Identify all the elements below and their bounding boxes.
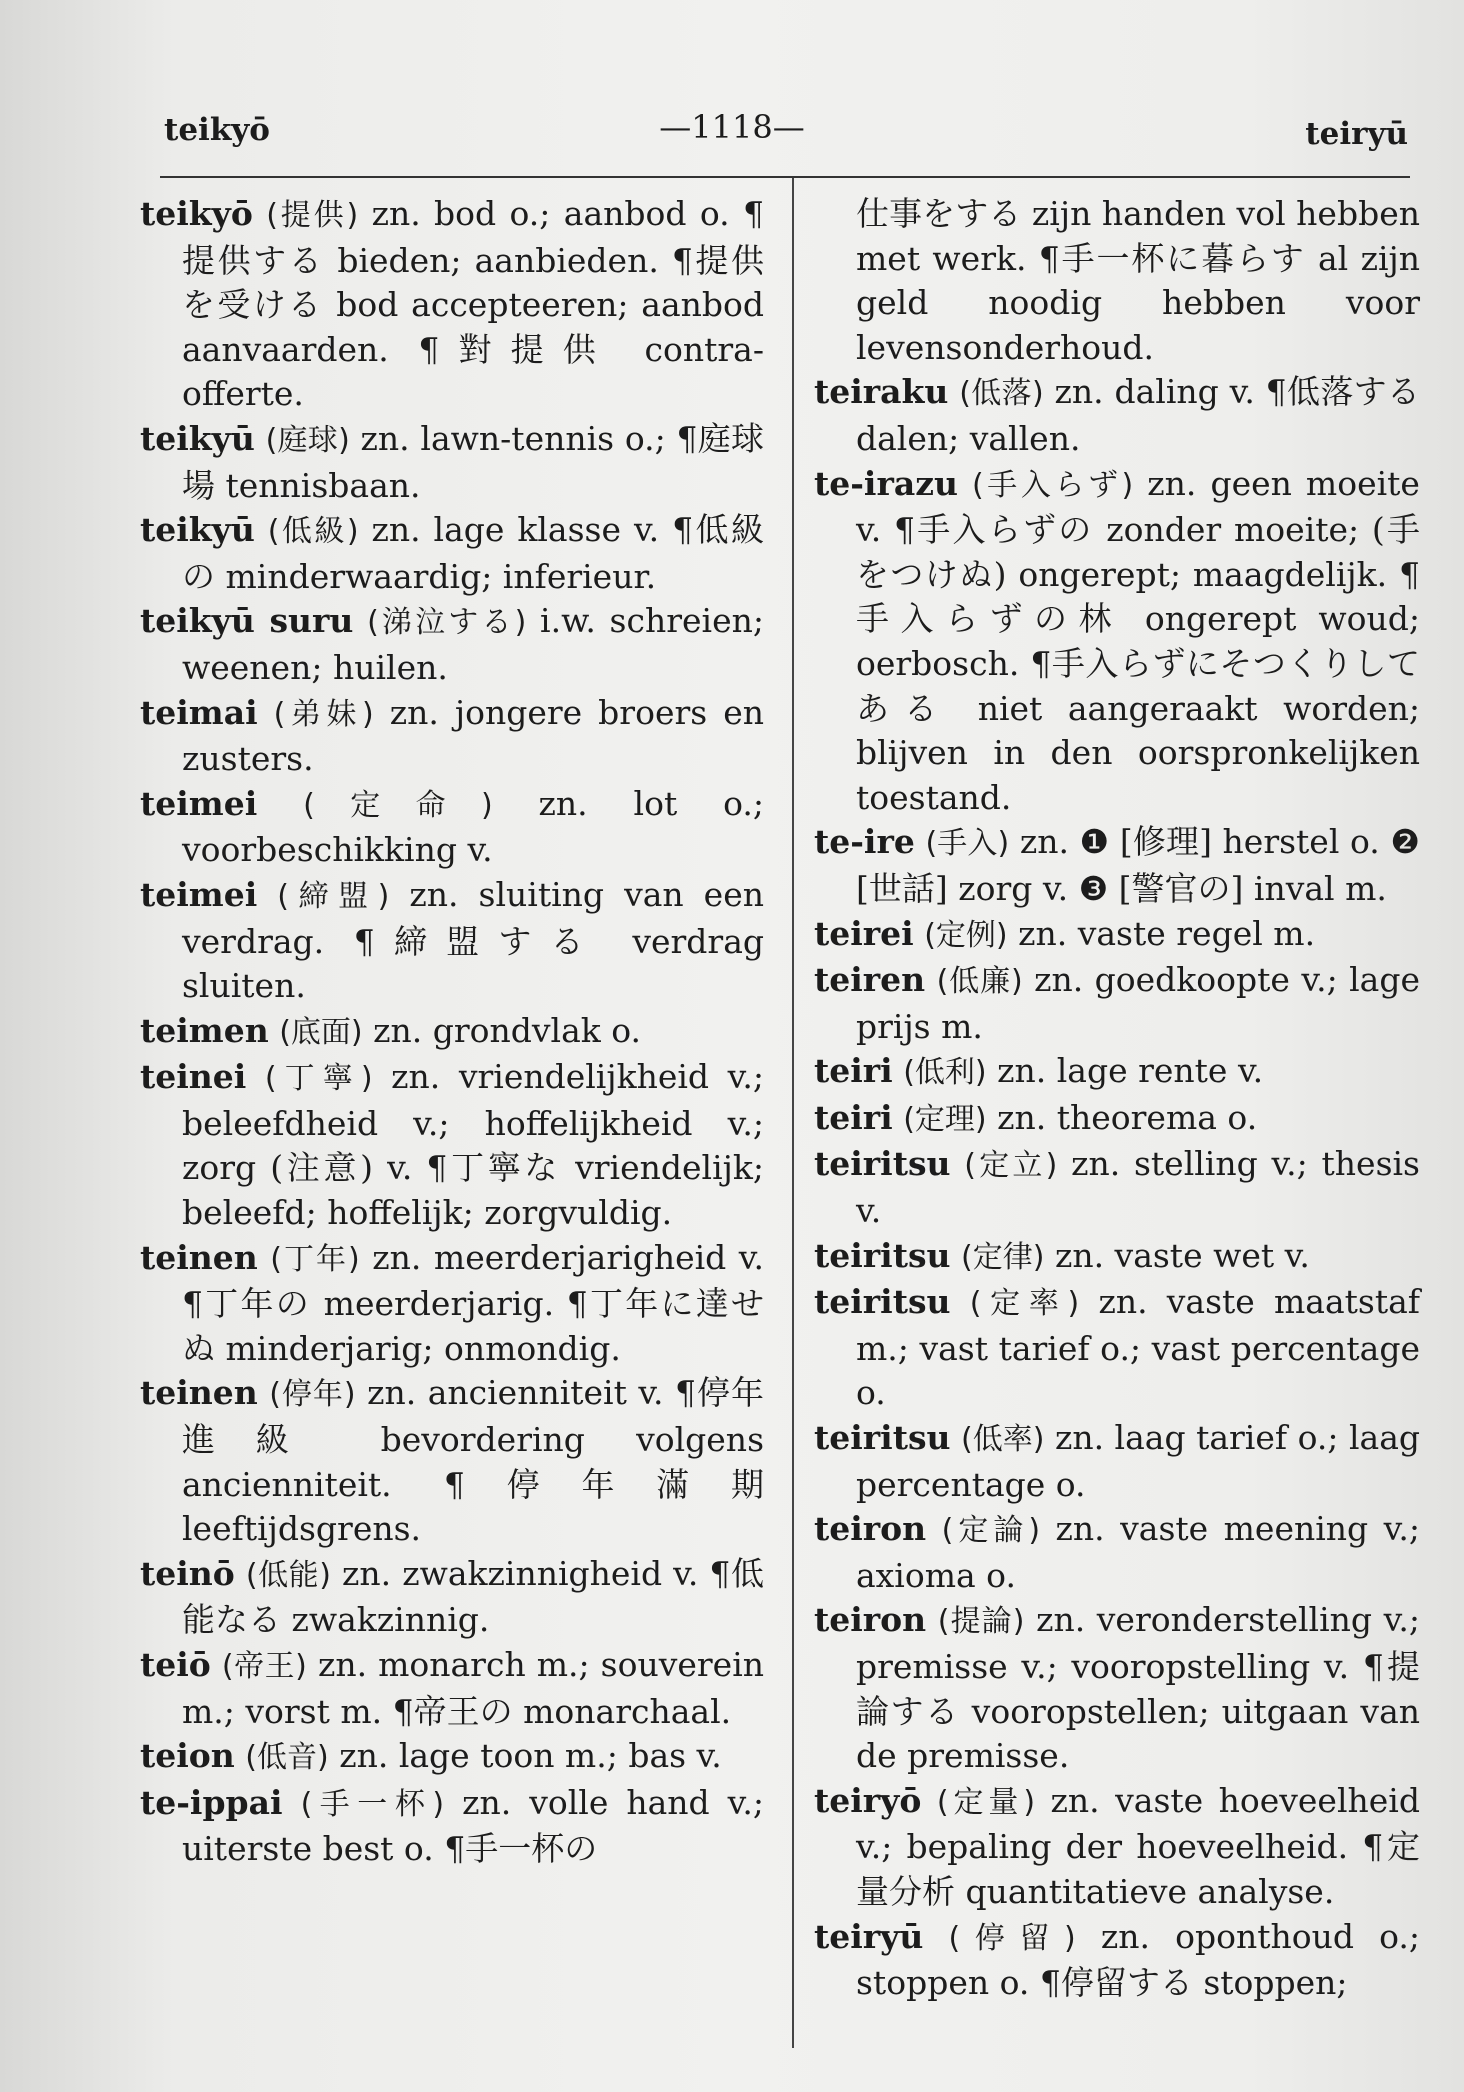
dictionary-entry <box>140 1734 764 1781</box>
entry-definition: zn. vriendelijkheid v.; beleefdheid v.; hoffelijkheid v.; zorg (注意) v. ¶丁寧な vriendelijk; beleefd; hoffelijk; zorgvuldig. <box>182 1057 764 1233</box>
entry-definition: zn. monarch m.; souverein m.; vorst m. ¶帝王の monarchaal. <box>182 1645 765 1731</box>
entry-headword: teinen <box>140 1237 258 1277</box>
entry-headword: teiron <box>814 1600 927 1640</box>
entry-definition: zn. ❶ [修理] herstel o. ❷ [世話] zorg v. ❸ [警官の] inval m. <box>856 822 1420 908</box>
dictionary-entry <box>814 1049 1420 1096</box>
entry-headword: teimen <box>140 1010 269 1050</box>
dictionary-entry <box>814 912 1420 959</box>
left-column <box>140 192 764 1872</box>
dictionary-entry <box>140 782 764 873</box>
entry-definition: zn. volle hand v.; uiterste best o. ¶手一杯の <box>182 1782 764 1869</box>
entry-definition: zn. vaste hoeveelheid v.; bepaling der hoeveelheid. ¶定量分析 quantitatieve analyse. <box>856 1780 1420 1911</box>
dictionary-entry <box>140 1552 764 1643</box>
entry-kanji: (丁寧) <box>264 1061 373 1097</box>
dictionary-entry <box>140 1643 764 1734</box>
entry-headword: teiron <box>814 1509 927 1549</box>
entry-headword: teiryō <box>814 1780 922 1820</box>
dictionary-entry <box>140 1781 764 1872</box>
entry-headword: teiō <box>140 1645 211 1684</box>
entry-kanji: (定例) <box>924 917 1008 953</box>
dictionary-entry <box>140 508 764 599</box>
entry-kanji: (定命) <box>303 787 493 823</box>
dictionary-entry <box>140 691 764 782</box>
dictionary-entry <box>814 820 1420 911</box>
entry-headword: teimei <box>140 783 258 823</box>
entry-kanji: (定論) <box>941 1513 1041 1549</box>
dictionary-entry <box>140 1055 764 1235</box>
entry-kanji: (締盟) <box>277 878 390 914</box>
entry-headword: teiritsu <box>814 1144 951 1184</box>
dictionary-entry <box>814 462 1420 821</box>
entry-headword: te-irazu <box>814 463 958 503</box>
entry-kanji: (庭球) <box>265 422 350 458</box>
entry-kanji: (低率) <box>961 1422 1045 1458</box>
entry-kanji: (停留) <box>948 1920 1076 1956</box>
entry-definition: zn. oponthoud o.; stoppen o. ¶停留する stoppen; <box>856 1916 1420 2003</box>
entry-definition: zn. goedkoopte v.; lage prijs m. <box>856 960 1420 1046</box>
entry-kanji: (低能) <box>245 1557 331 1593</box>
entry-definition: zn. grondvlak o. <box>373 1010 642 1050</box>
dictionary-entry <box>140 417 764 508</box>
entry-definition: zn. lot o.; voorbeschikking v. <box>182 783 764 870</box>
entry-kanji: (定率) <box>969 1286 1080 1322</box>
entry-definition: zn. lage rente v. <box>997 1051 1264 1091</box>
entry-headword: te-ippai <box>140 1782 283 1822</box>
entry-headword: teikyū <box>140 418 255 458</box>
entry-definition: zn. daling v. ¶低落する dalen; vallen. <box>856 372 1420 458</box>
entry-headword: teiraku <box>814 372 949 412</box>
dictionary-entry <box>814 1416 1420 1507</box>
dictionary-entry <box>814 1234 1420 1281</box>
entry-headword: teiri <box>814 1097 893 1137</box>
entry-kanji: (低落) <box>959 376 1044 412</box>
entry-kanji: (定理) <box>903 1101 987 1137</box>
entry-definition: zn. meerderjarigheid v. ¶丁年の meerderjarig. ¶丁年に達せぬ minderjarig; onmondig. <box>182 1237 764 1368</box>
dictionary-entry <box>140 599 764 690</box>
dictionary-entry <box>814 192 1420 370</box>
header-right-guide-word: teiryū <box>1305 116 1408 152</box>
dictionary-entry <box>814 1598 1420 1778</box>
entry-kanji: (手入) <box>925 826 1010 862</box>
entry-definition: zn. theorema o. <box>997 1097 1258 1137</box>
entry-headword: teinen <box>140 1373 258 1413</box>
dictionary-entry <box>140 1236 764 1372</box>
dictionary-entry <box>814 1142 1420 1233</box>
entry-definition: zn. ancienniteit v. ¶停年進級 bevordering volgens ancienniteit. ¶停年滿期 leeftijdsgrens. <box>182 1373 764 1549</box>
entry-headword: teimai <box>140 692 258 732</box>
dictionary-entry <box>814 1280 1420 1416</box>
entry-kanji: (低利) <box>903 1055 987 1091</box>
entry-definition: zn. vaste wet v. <box>1054 1235 1310 1275</box>
page-header <box>0 108 1464 158</box>
header-left-guide-word: teikyō <box>164 112 270 148</box>
right-column <box>814 192 1420 2006</box>
dictionary-entry <box>140 1009 764 1056</box>
entry-headword: teiri <box>814 1051 893 1091</box>
entry-kanji: (提論) <box>937 1604 1025 1640</box>
entry-kanji: (定立) <box>964 1148 1058 1184</box>
column-divider <box>792 178 794 2048</box>
entry-headword: teion <box>140 1736 235 1776</box>
header-rule <box>160 176 1410 178</box>
entry-definition: zn. lage toon m.; bas v. <box>339 1736 722 1776</box>
dictionary-entry <box>814 1096 1420 1143</box>
entry-headword: teikyū suru <box>140 601 354 641</box>
entry-headword: teirei <box>814 913 914 953</box>
dictionary-entry <box>814 1915 1420 2006</box>
entry-headword: teinei <box>140 1057 247 1097</box>
entry-kanji: (停年) <box>269 1377 356 1413</box>
entry-headword: teiryū <box>814 1916 924 1956</box>
entry-headword: teiritsu <box>814 1282 951 1322</box>
page-number: —1118— <box>659 108 805 146</box>
entry-kanji: (丁年) <box>270 1241 360 1277</box>
entry-kanji: (手一杯) <box>300 1786 445 1822</box>
dictionary-entry <box>140 873 764 1009</box>
entry-definition: i.w. schreien; weenen; huilen. <box>182 601 764 687</box>
entry-headword: teikyū <box>140 510 255 550</box>
entry-kanji: (手入らず) <box>972 467 1134 503</box>
entry-headword: teikyō <box>140 194 253 233</box>
dictionary-entry <box>814 1507 1420 1598</box>
entry-kanji: (低廉) <box>936 964 1023 1000</box>
entry-kanji: (涕泣する) <box>367 605 527 641</box>
entry-headword: teiritsu <box>814 1235 951 1275</box>
entry-definition: zn. vaste meening v.; axioma o. <box>856 1509 1420 1595</box>
entry-kanji: (弟妹) <box>273 696 374 732</box>
entry-kanji: (低級) <box>267 514 359 550</box>
entry-definition: zn. lawn-tennis o.; ¶庭球場 tennisbaan. <box>182 418 765 505</box>
entry-definition: zn. veronderstelling v.; premisse v.; vooropstelling v. ¶提論する vooropstellen; uitgaan van de premisse. <box>856 1600 1420 1776</box>
dictionary-entry <box>140 1371 764 1551</box>
entry-definition: zn. jongere broers en zusters. <box>182 692 764 779</box>
entry-definition: zn. laag tarief o.; laag percentage o. <box>856 1418 1420 1504</box>
entry-headword: te-ire <box>814 822 915 862</box>
entry-definition: zn. zwakzinnigheid v. ¶低能なる zwakzinnig. <box>182 1553 764 1640</box>
entry-definition: zn. sluiting van een verdrag. ¶締盟する verdrag sluiten. <box>182 874 764 1006</box>
entry-definition: zn. lage klasse v. ¶低級の minderwaardig; inferieur. <box>182 510 764 596</box>
dictionary-entry <box>140 192 764 417</box>
entry-kanji: (提供) <box>266 198 359 233</box>
entry-definition: 仕事をする zijn handen vol hebben met werk. ¶手一杯に暮らす al zijn geld noodig hebben voor levensonderhoud. <box>856 194 1420 367</box>
entry-definition: zn. vaste regel m. <box>1018 913 1316 953</box>
entry-kanji: (帝王) <box>221 1649 307 1684</box>
entry-definition: zn. geen moeite v. ¶手入らずの zonder moeite; (手をつけぬ) ongerept; maagdelijk. ¶手入らずの林 ongerept woud; oerbosch. ¶手入らずにそつくりしてある niet aangeraakt worden; blijven in den oorspronkelijken toestand. <box>856 463 1420 817</box>
entry-headword: teimei <box>140 874 258 914</box>
entry-headword: teiritsu <box>814 1418 951 1458</box>
entry-definition: zn. bod o.; aanbod o. ¶提供する bieden; aanbieden. ¶提供を受ける bod accepteeren; aanbod aanvaarden. ¶對提供 contra-offerte. <box>182 194 764 414</box>
dictionary-entry <box>814 1779 1420 1915</box>
entry-definition: zn. vaste maatstaf m.; vast tarief o.; vast percentage o. <box>856 1282 1420 1413</box>
dictionary-entry <box>814 958 1420 1049</box>
entry-kanji: (定律) <box>961 1239 1045 1275</box>
entry-kanji: (定量) <box>936 1784 1036 1820</box>
dictionary-entry <box>814 370 1420 461</box>
entry-kanji: (底面) <box>279 1014 363 1050</box>
entry-headword: teiren <box>814 960 926 1000</box>
entry-kanji: (低音) <box>245 1740 329 1776</box>
entry-definition: zn. stelling v.; thesis v. <box>856 1144 1420 1231</box>
entry-headword: teinō <box>140 1553 235 1593</box>
